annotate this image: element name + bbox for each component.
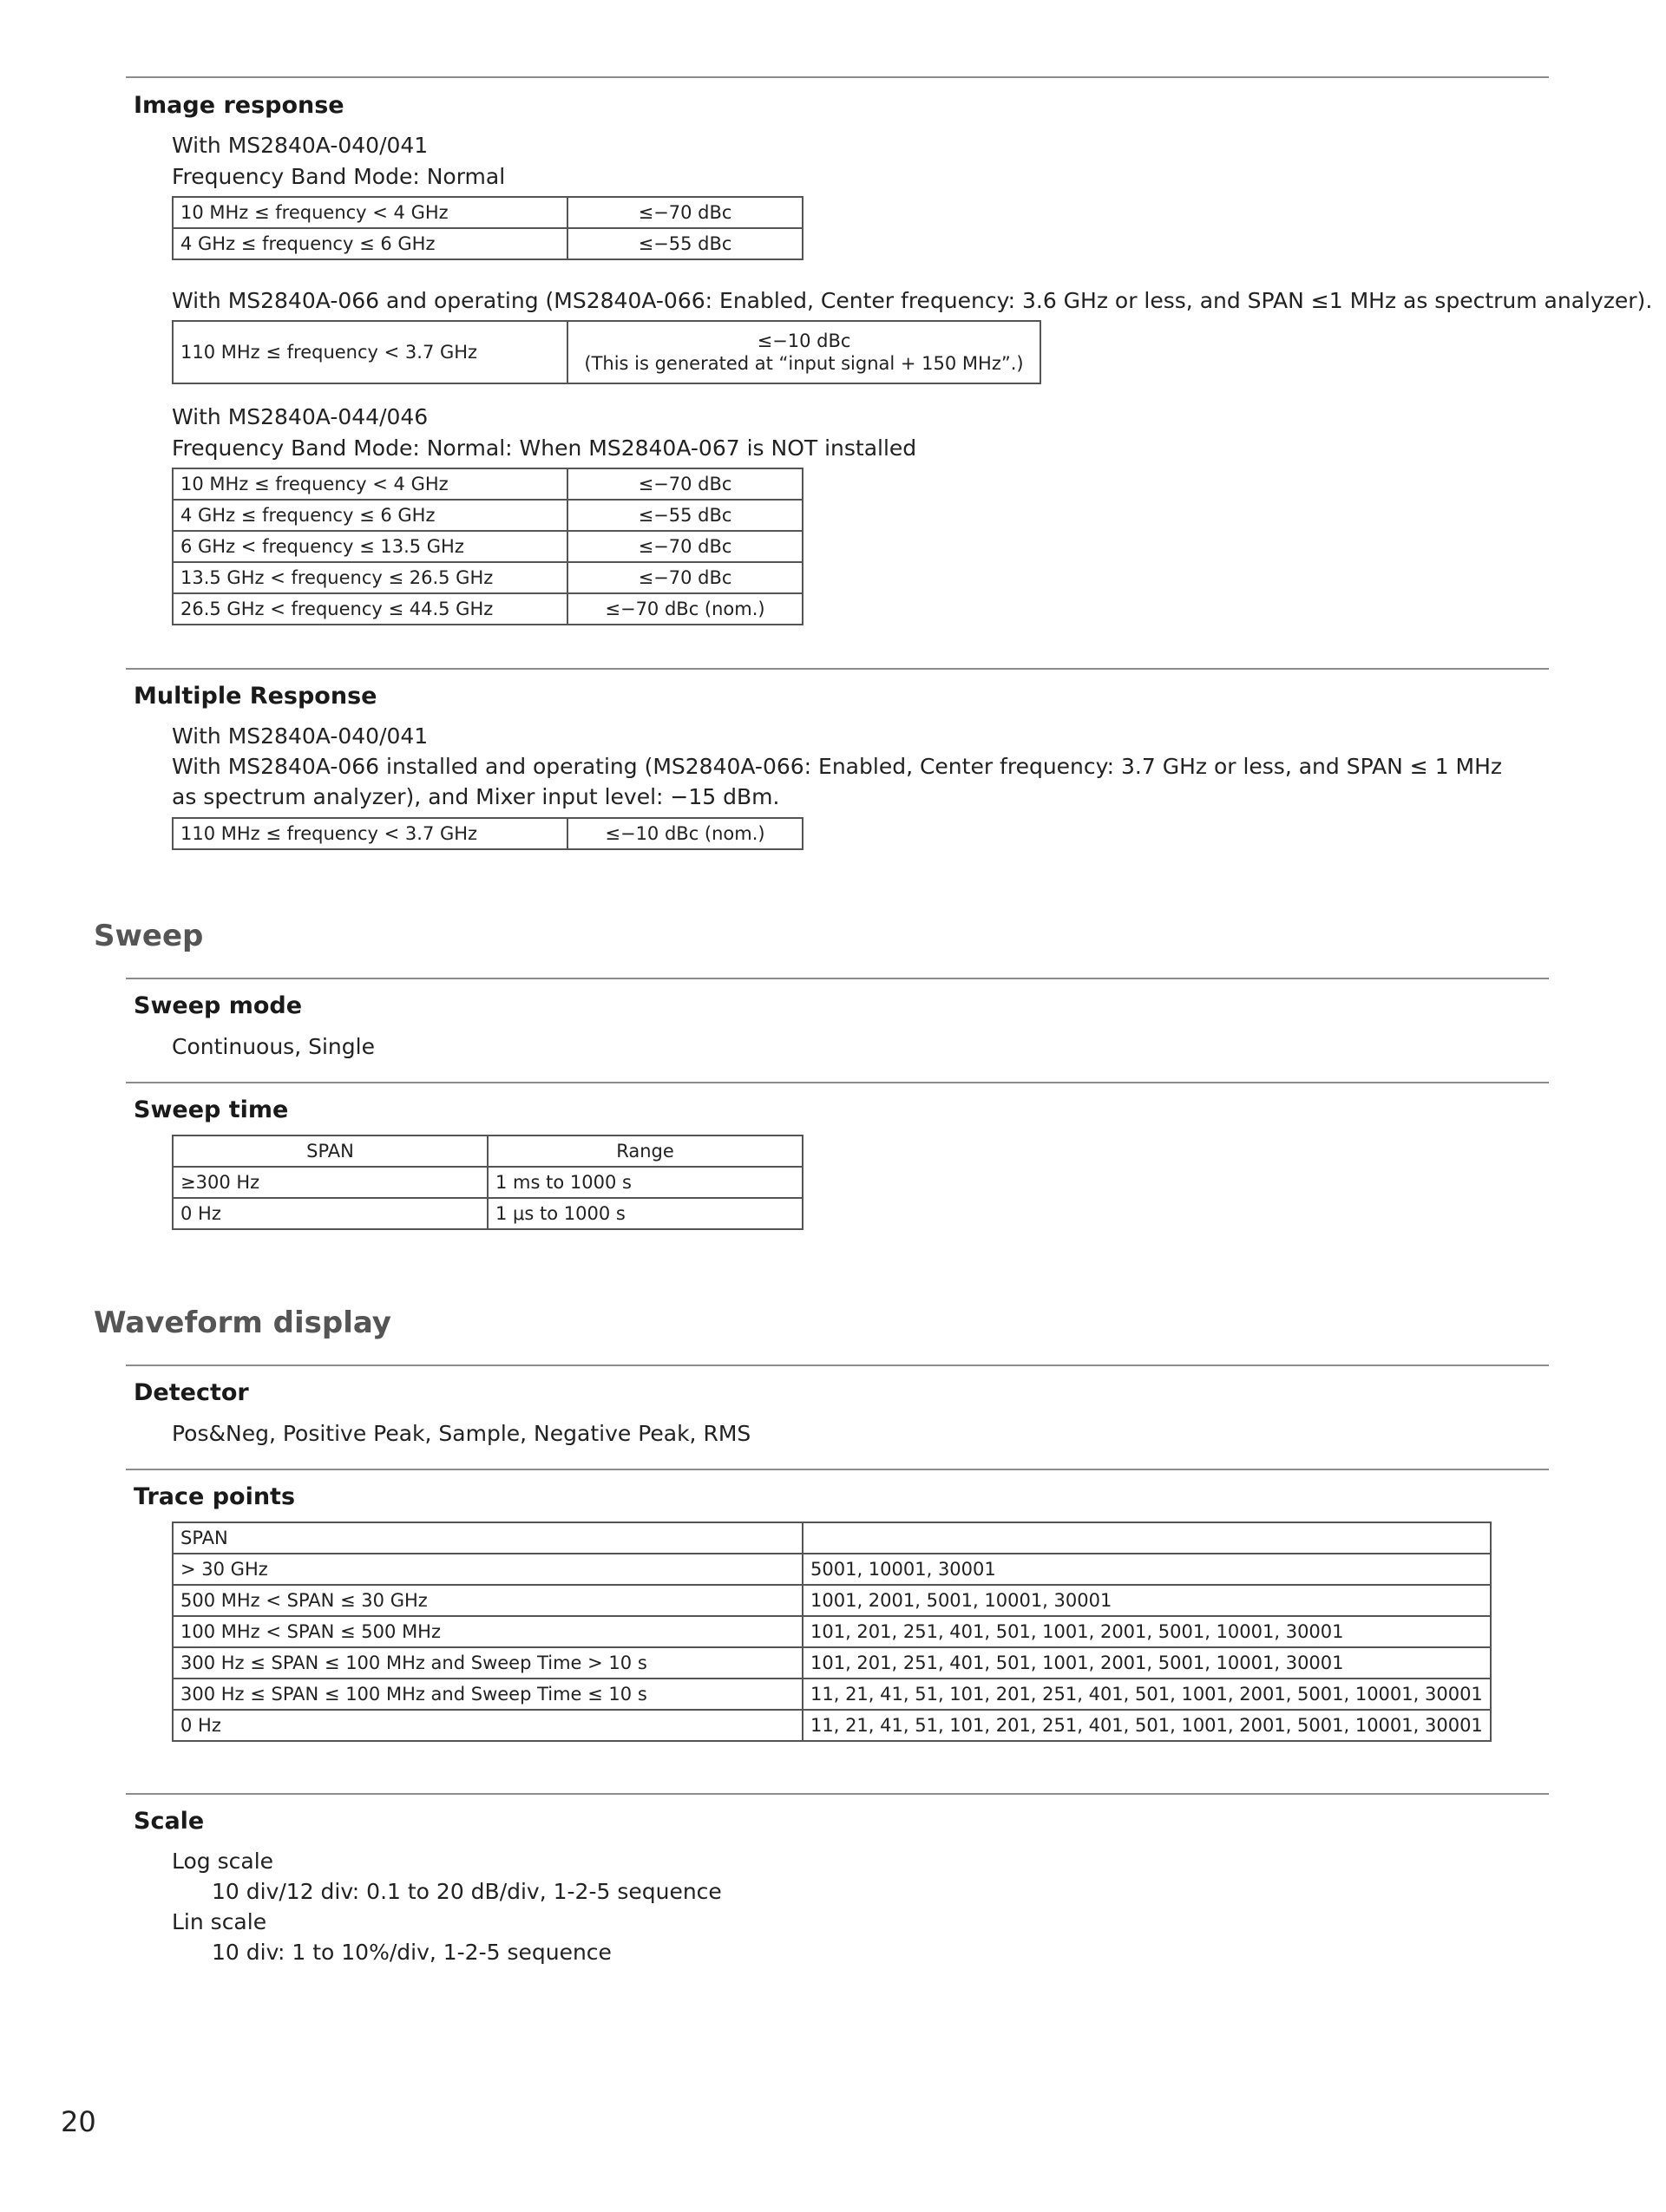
table-cell: 13.5 GHz < frequency ≤ 26.5 GHz: [173, 562, 567, 593]
table-cell: > 30 GHz: [173, 1554, 803, 1585]
table-cell: 4 GHz ≤ frequency ≤ 6 GHz: [173, 500, 567, 531]
multiple-response-heading: Multiple Response: [134, 683, 377, 710]
table-header-cell: Range: [488, 1135, 803, 1167]
page-number: 20: [61, 2105, 96, 2138]
image-response-opt066-note: With MS2840A-066 and operating (MS2840A-066: Enabled, Center frequency: 3.6 GHz or less, and SPAN ≤1 MHz as spectrum analyzer).: [172, 288, 1653, 313]
table-cell: 110 MHz ≤ frequency < 3.7 GHz: [173, 321, 567, 383]
table-cell: 300 Hz ≤ SPAN ≤ 100 MHz and Sweep Time > 10 s: [173, 1647, 803, 1679]
cell-line: (This is generated at “input signal + 150 MHz”.): [584, 353, 1024, 374]
trace-points-heading: Trace points: [134, 1483, 296, 1510]
image-response-table-066: [172, 320, 1041, 384]
image-response-opt044: With MS2840A-044/046: [172, 404, 429, 429]
table-cell: 101, 201, 251, 401, 501, 1001, 2001, 5001, 10001, 30001: [803, 1647, 1491, 1679]
section-divider: [126, 1365, 1549, 1366]
table-row: [173, 197, 803, 228]
image-response-band-mode: Frequency Band Mode: Normal: [172, 164, 506, 189]
table-header-cell: SPAN: [173, 1522, 803, 1554]
table-cell: 110 MHz ≤ frequency < 3.7 GHz: [173, 818, 567, 849]
table-row: [173, 593, 803, 625]
table-cell: ≤−70 dBc: [567, 531, 803, 562]
table-cell: 1 μs to 1000 s: [488, 1198, 803, 1229]
table-cell: 11, 21, 41, 51, 101, 201, 251, 401, 501, 1001, 2001, 5001, 10001, 30001: [803, 1679, 1491, 1710]
lin-scale-value: 10 div: 1 to 10%/div, 1-2-5 sequence: [212, 1940, 612, 1965]
image-response-band-mode-067: Frequency Band Mode: Normal: When MS2840A-067 is NOT installed: [172, 435, 917, 461]
table-cell: 0 Hz: [173, 1710, 803, 1741]
trace-points-table: [172, 1522, 1492, 1742]
table-cell: 500 MHz < SPAN ≤ 30 GHz: [173, 1585, 803, 1616]
sweep-mode-heading: Sweep mode: [134, 992, 303, 1019]
cell-line: ≤−10 dBc: [757, 330, 851, 351]
log-scale-label: Log scale: [172, 1849, 274, 1874]
table-row: [173, 1585, 1491, 1616]
table-row: [173, 1167, 803, 1198]
multiple-response-note: With MS2840A-066 installed and operating (MS2840A-066: Enabled, Center frequency: 3.7 GHz or less, and SPAN ≤ 1 MHz as spectrum analyzer), and Mixer input level: −15 dBm.: [172, 754, 1503, 809]
table-cell: ≤−70 dBc: [567, 562, 803, 593]
image-response-heading: Image response: [134, 92, 344, 119]
lin-scale-label: Lin scale: [172, 1909, 267, 1934]
section-divider: [126, 668, 1549, 670]
table-row: [173, 1679, 1491, 1710]
table-header-cell: [803, 1522, 1491, 1554]
table-cell: ≤−70 dBc: [567, 197, 803, 228]
table-header-cell: SPAN: [173, 1135, 488, 1167]
table-cell: 101, 201, 251, 401, 501, 1001, 2001, 5001, 10001, 30001: [803, 1616, 1491, 1647]
table-cell: 100 MHz < SPAN ≤ 500 MHz: [173, 1616, 803, 1647]
image-response-opt040: With MS2840A-040/041: [172, 133, 429, 158]
table-cell: 11, 21, 41, 51, 101, 201, 251, 401, 501, 1001, 2001, 5001, 10001, 30001: [803, 1710, 1491, 1741]
table-cell: 0 Hz: [173, 1198, 488, 1229]
image-response-table-044: [172, 468, 803, 625]
table-cell: ≥300 Hz: [173, 1167, 488, 1198]
sweep-heading: Sweep: [94, 919, 204, 953]
section-divider: [126, 76, 1549, 78]
table-cell: 1001, 2001, 5001, 10001, 30001: [803, 1585, 1491, 1616]
log-scale-value: 10 div/12 div: 0.1 to 20 dB/div, 1-2-5 sequence: [212, 1879, 722, 1904]
table-row: [173, 562, 803, 593]
table-cell: 300 Hz ≤ SPAN ≤ 100 MHz and Sweep Time ≤ 10 s: [173, 1679, 803, 1710]
table-row: [173, 1198, 803, 1229]
scale-heading: Scale: [134, 1808, 205, 1835]
table-cell: ≤−70 dBc (nom.): [567, 593, 803, 625]
table-cell: [567, 321, 1040, 383]
table-cell: 1 ms to 1000 s: [488, 1167, 803, 1198]
sweep-time-table: [172, 1135, 803, 1230]
detector-value: Pos&Neg, Positive Peak, Sample, Negative Peak, RMS: [172, 1421, 751, 1446]
table-header-row: [173, 1135, 803, 1167]
table-cell: 4 GHz ≤ frequency ≤ 6 GHz: [173, 228, 567, 259]
table-cell: 10 MHz ≤ frequency < 4 GHz: [173, 468, 567, 500]
table-row: [173, 1647, 1491, 1679]
table-cell: 26.5 GHz < frequency ≤ 44.5 GHz: [173, 593, 567, 625]
multiple-response-table: [172, 817, 803, 850]
waveform-display-heading: Waveform display: [94, 1306, 391, 1340]
table-row: [173, 468, 803, 500]
section-divider: [126, 978, 1549, 979]
sweep-time-heading: Sweep time: [134, 1096, 289, 1123]
table-row: [173, 500, 803, 531]
detector-heading: Detector: [134, 1379, 249, 1406]
table-row: [173, 1710, 1491, 1741]
image-response-table-040: [172, 196, 803, 260]
table-cell: ≤−55 dBc: [567, 228, 803, 259]
table-row: [173, 228, 803, 259]
table-cell: 6 GHz < frequency ≤ 13.5 GHz: [173, 531, 567, 562]
table-row: [173, 1554, 1491, 1585]
section-divider: [126, 1469, 1549, 1470]
table-cell: ≤−70 dBc: [567, 468, 803, 500]
section-divider: [126, 1793, 1549, 1795]
table-row: [173, 531, 803, 562]
multiple-response-opt040: With MS2840A-040/041: [172, 723, 429, 749]
sweep-mode-value: Continuous, Single: [172, 1034, 375, 1059]
table-header-row: [173, 1522, 1491, 1554]
table-row: [173, 818, 803, 849]
table-row: [173, 321, 1040, 383]
table-cell: 5001, 10001, 30001: [803, 1554, 1491, 1585]
table-cell: ≤−10 dBc (nom.): [567, 818, 803, 849]
table-cell: 10 MHz ≤ frequency < 4 GHz: [173, 197, 567, 228]
section-divider: [126, 1082, 1549, 1083]
table-row: [173, 1616, 1491, 1647]
table-cell: ≤−55 dBc: [567, 500, 803, 531]
